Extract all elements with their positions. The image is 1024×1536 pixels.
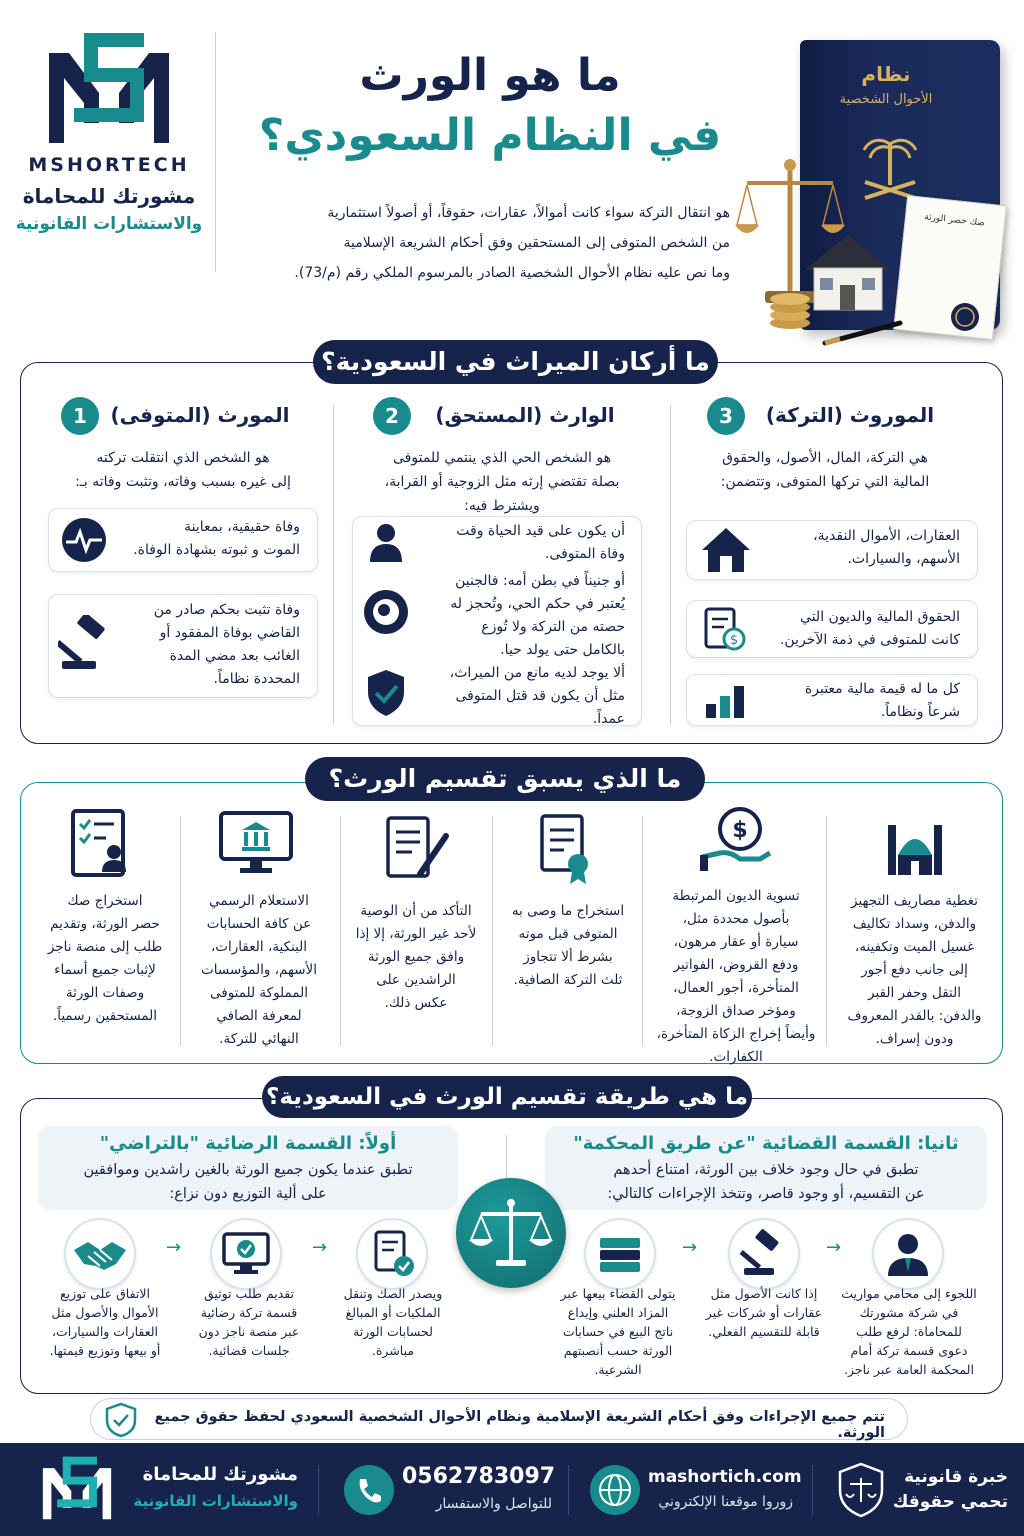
step-line: عبر منصة ناجز دون xyxy=(198,1324,300,1339)
step-line: في شركة مشورتك xyxy=(859,1305,959,1320)
step-line: يتولى القضاء بيعها عبر xyxy=(560,1286,676,1301)
pillar-title: الموروث (التركة) xyxy=(765,403,935,427)
person-icon xyxy=(368,522,404,562)
svg-text:$: $ xyxy=(729,633,739,648)
card-line: وفاة تثبت بحكم صادر من xyxy=(153,602,300,618)
step-text xyxy=(652,885,820,1069)
coins-icon xyxy=(765,285,815,330)
step-line: عقارات أو شركات غير xyxy=(705,1305,823,1320)
phone-number[interactable]: 0562783097 xyxy=(402,1464,556,1489)
arrow-icon: → xyxy=(826,1237,842,1258)
cash-stack-icon xyxy=(584,1218,656,1290)
step-line: طلب إلى منصة ناجز xyxy=(47,939,163,955)
certificate-icon xyxy=(538,812,594,886)
step-separator xyxy=(180,816,181,1046)
card-line: المحددة نظاماً. xyxy=(213,671,300,687)
step-separator xyxy=(642,816,643,1046)
desc-line: على ألية التوزيع دون نزاع: xyxy=(169,1186,327,1202)
desc-line: هو الشخص الذي انتقلت تركته xyxy=(96,450,270,466)
pillar-number: 3 xyxy=(707,397,745,435)
doc-label: صك حصر الورثة xyxy=(923,212,986,229)
step-line: والدفن: بالقدر المعروف xyxy=(847,1008,982,1024)
step-line: بشرط ألا تتجاوز xyxy=(523,949,613,965)
desc-line: إلى غيره بسبب وفاته، وتثبت وفاته بـ: xyxy=(75,474,291,490)
brand-name-en: MSHORTECH xyxy=(28,154,190,176)
footer-tagline: خبرة قانونية xyxy=(904,1467,1008,1487)
shield-scales-icon xyxy=(836,1462,886,1518)
step-line: الملكيات أو المبالغ xyxy=(345,1305,441,1320)
gavel-icon xyxy=(58,615,116,671)
desc-line: المالية التي تركها المتوفى، وتتضمن: xyxy=(720,474,930,490)
step-line: الأسهم، والمؤسسات xyxy=(201,962,317,978)
step-line: دعوى قسمة تركة أمام xyxy=(850,1343,968,1358)
footer-tagline: تحمي حقوقك xyxy=(892,1492,1008,1512)
footer-divider xyxy=(568,1465,569,1515)
document-check-icon xyxy=(356,1218,428,1290)
step-line: ثلث التركة الصافية. xyxy=(513,972,623,988)
step-line: استخراج ما وصى به xyxy=(511,903,625,919)
checklist-person-icon xyxy=(70,808,134,880)
shield-check-icon xyxy=(104,1402,138,1438)
step-line: وصفات الورثة xyxy=(65,985,145,1001)
hero-title-line1: ما هو الورث xyxy=(359,50,621,101)
step-line: والدفن، وسداد تكاليف xyxy=(852,916,977,932)
step-line: تقديم طلب توثيق xyxy=(203,1286,295,1301)
pillar-description xyxy=(352,446,652,518)
step-line: الراشدين على xyxy=(376,972,456,988)
heartbeat-icon xyxy=(60,516,108,564)
card-text xyxy=(410,520,625,566)
step-line: اللجوء إلى محامي مواريث xyxy=(841,1286,977,1301)
card-text xyxy=(760,678,960,724)
card-line: الموت و ثبوته بشهادة الوفاة. xyxy=(133,542,300,558)
step-line: عكس ذلك. xyxy=(384,995,448,1011)
arrow-icon: → xyxy=(312,1237,328,1258)
step-line: الشرعية. xyxy=(594,1362,642,1377)
step-line: مباشرة. xyxy=(371,1343,415,1358)
seal-icon xyxy=(948,300,982,334)
amicable-desc xyxy=(38,1158,458,1206)
step-line: للمحاماة: لرفع طلب xyxy=(856,1324,962,1339)
card-line: العقارات، الأموال النقدية، xyxy=(813,528,960,544)
pillar-number: 1 xyxy=(61,397,99,435)
step-line: لإثبات جميع أسماء xyxy=(54,962,156,978)
book-title-line2: الأحوال الشخصية xyxy=(839,92,933,107)
step-line: العقارات والسيارات، xyxy=(51,1324,159,1339)
step-line: المزاد العلني وإيداع xyxy=(567,1305,669,1320)
step-line: وافق جميع الورثة xyxy=(367,949,465,965)
assets-chart-icon xyxy=(704,680,748,720)
handshake-icon xyxy=(64,1218,136,1290)
step-line: إذا كانت الأصول مثل xyxy=(710,1286,818,1301)
shield-check-icon xyxy=(364,668,408,718)
step-line: لأحد غير الورثة، إلا إذا xyxy=(355,926,477,942)
step-line: النهائي للتركة. xyxy=(219,1031,299,1047)
step-line: الأموال والأصول مثل xyxy=(51,1305,159,1320)
desc-line: عن التقسيم، أو وجود قاصر، وتتخذ الإجراءات كالتالي: xyxy=(607,1186,925,1202)
card-text xyxy=(115,516,300,562)
ms-logo-icon xyxy=(44,28,174,148)
hero-title-line2: في النظام السعودي؟ xyxy=(258,110,722,161)
phone-icon xyxy=(344,1465,394,1515)
card-line: مثل أن يكون قد قتل المتوفى xyxy=(455,688,625,704)
step-line: المتوفى قبل موته xyxy=(518,926,618,942)
step-line: حصر الورثة، وتقديم xyxy=(50,916,160,932)
card-line: بالكامل حتى يولد حيا. xyxy=(500,642,625,658)
footer-divider xyxy=(318,1465,319,1515)
arrow-icon: → xyxy=(166,1237,182,1258)
desc-line: بصلة تقتضي إرثه مثل الزوجية أو القرابة، xyxy=(384,474,620,490)
step-line: أو بيعها وتوزيع قيمتها. xyxy=(49,1343,161,1358)
step-separator xyxy=(492,816,493,1046)
step-text xyxy=(838,1284,980,1379)
judicial-title: ثانيا: القسمة القضائية "عن طريق المحكمة" xyxy=(573,1133,959,1154)
step-line: التأكد من أن الوصية xyxy=(360,903,472,919)
card-line: وفاة حقيقية، بمعاينة xyxy=(184,519,300,535)
step-text xyxy=(832,890,997,1051)
column-separator xyxy=(670,405,671,725)
step-line: قابلة للتقسيم الفعلي. xyxy=(708,1324,820,1339)
gavel-icon xyxy=(728,1218,800,1290)
desc-line: تطبق عندما يكون جميع الورثة بالغين راشدين وموافقين xyxy=(83,1162,413,1178)
card-text xyxy=(115,599,300,691)
step-line: ودون إسراف. xyxy=(875,1031,954,1047)
step-line: المحكمة العامة عبر ناجز. xyxy=(844,1362,974,1377)
step-line: قسمة تركة رضائية xyxy=(200,1305,298,1320)
desc-line: تطبق في حال وجود خلاف بين الورثة، امتناع أحدهم xyxy=(613,1162,919,1178)
footer-divider xyxy=(812,1465,813,1515)
step-line: غسيل الميت وتكفينه، xyxy=(854,939,975,955)
card-line: أو جنيناً في بطن أمه: فالجنين xyxy=(455,573,625,589)
column-separator xyxy=(333,405,334,725)
step-text xyxy=(498,900,638,992)
intro-line: هو انتقال التركة سواء كانت أموالاً، عقارات، حقوقاً، أو أصولاً استثمارية xyxy=(327,205,730,221)
pillar-description xyxy=(48,446,318,494)
intro-line: من الشخص المتوفى إلى المستحقين وفق أحكام الشريعة الإسلامية xyxy=(343,235,730,251)
methods-heading: ما هي طريقة تقسيم الورث في السعودية؟ xyxy=(262,1076,752,1118)
card-line: كل ما له قيمة مالية معتبرة xyxy=(804,681,960,697)
hero-intro xyxy=(225,198,730,288)
card-line: كانت للمتوفى في ذمة الآخرين. xyxy=(779,632,960,648)
step-line: لمعرفة الصافي xyxy=(216,1008,302,1024)
compliance-note: تتم جميع الإجراءات وفق أحكام الشريعة الإسلامية ونظام الأحوال الشخصية السعودي لحفظ حقوق جميع الورثة. xyxy=(154,1409,885,1441)
pen-icon xyxy=(820,318,905,348)
step-text xyxy=(345,900,487,1015)
step-line: المستحقين رسمياً. xyxy=(52,1008,158,1024)
scales-icon xyxy=(456,1178,566,1288)
desc-line: هي التركة، المال، الأصول، والحقوق xyxy=(722,450,928,466)
website-caption: زوروا موقعنا الإلكتروني xyxy=(658,1494,793,1510)
step-text xyxy=(36,890,174,1028)
brand-logo xyxy=(14,28,204,278)
step-line: وأيضاً إخراج الزكاة المتأخرة، xyxy=(656,1026,816,1042)
brand-subtitle-ar: والاستشارات القانونية xyxy=(15,214,203,234)
bank-monitor-icon xyxy=(218,810,294,876)
mosque-icon xyxy=(884,805,946,877)
step-line: بأصول محددة مثل، xyxy=(682,911,790,927)
step-line: المتأخرة، أجور العمال، xyxy=(673,980,799,996)
card-line: الأسهم، والسيارات. xyxy=(847,551,960,567)
footer-brand-subtitle: والاستشارات القانونية xyxy=(133,1492,298,1510)
judicial-desc xyxy=(545,1158,987,1206)
card-text xyxy=(760,525,960,571)
pillar-title: المورث (المتوفى) xyxy=(110,403,290,427)
card-line: الغائب بعد مضي المدة xyxy=(169,648,300,664)
step-line: سيارة أو عقار مرهون، xyxy=(673,934,799,950)
footer-logo-icon xyxy=(40,1452,114,1524)
card-line: القاضي بوفاة المفقود أو xyxy=(159,625,300,641)
step-separator xyxy=(340,816,341,1046)
card-line: الحقوق المالية والديون التي xyxy=(800,609,960,625)
card-text xyxy=(410,570,625,662)
intro-line: وما نص عليه نظام الأحوال الشخصية الصادر بالمرسوم الملكي رقم (م/73). xyxy=(294,265,730,281)
step-line: ناتج البيع في حسابات xyxy=(562,1324,674,1339)
step-line: تغطية مصاريف التجهيز xyxy=(851,893,978,909)
desc-line: ويشترط فيه: xyxy=(464,498,540,514)
card-line: حصته من التركة ولا تُوزع xyxy=(481,619,625,635)
card-line: وفاة المتوفى. xyxy=(544,546,625,562)
arrow-icon: → xyxy=(682,1237,698,1258)
pillars-heading: ما أركان الميراث في السعودية؟ xyxy=(313,340,718,384)
step-text xyxy=(696,1284,832,1341)
card-text xyxy=(410,662,625,731)
pillar-number: 2 xyxy=(373,397,411,435)
step-text xyxy=(36,1284,174,1360)
lawyer-icon xyxy=(872,1218,944,1290)
step-line: ودفع القروض، الفواتير xyxy=(673,957,799,973)
step-line: استخراج صك xyxy=(67,893,143,909)
footer-brand-name: مشورتك للمحاماة xyxy=(142,1464,298,1485)
card-line: عمداً. xyxy=(592,711,625,727)
svg-text:$: $ xyxy=(732,818,748,843)
step-line: ومؤخر صداق الزوجة، xyxy=(676,1003,796,1019)
desc-line: هو الشخص الحي الذي ينتمي للمتوفى xyxy=(393,450,611,466)
step-line: البنكية، العقارات، xyxy=(210,939,308,955)
step-line: الاستعلام الرسمي xyxy=(209,893,309,909)
amicable-title: أولاً: القسمة الرضائية "بالتراضي" xyxy=(99,1133,397,1154)
step-line: عن كافة الحسابات xyxy=(206,916,312,932)
house-icon xyxy=(700,526,752,574)
invoice-icon xyxy=(702,605,748,653)
step-line: تسوية الديون المرتبطة xyxy=(672,888,800,904)
step-line: الكفارات. xyxy=(709,1049,763,1065)
step-text xyxy=(182,1284,316,1360)
pillar-description xyxy=(690,446,960,494)
money-hand-icon xyxy=(700,805,772,875)
phone-caption: للتواصل والاستفسار xyxy=(435,1496,552,1512)
card-line: أن يكون على قيد الحياة وقت xyxy=(456,523,625,539)
card-line: يُعتبر في حكم الحي، وتُحجز له xyxy=(450,596,625,612)
card-line: ألا يوجد لديه مانع من الميراث، xyxy=(449,665,625,681)
step-line: الورثة حسب أنصبتهم xyxy=(563,1343,673,1358)
step-line: المملوكة للمتوفى xyxy=(209,985,308,1001)
website-link[interactable]: mashortich.com xyxy=(648,1467,802,1487)
globe-icon xyxy=(590,1465,640,1515)
step-line: إلى جانب دفع أجور xyxy=(861,962,968,978)
card-line: شرعاً ونظاماً. xyxy=(880,704,960,720)
before-heading: ما الذي يسبق تقسيم الورث؟ xyxy=(305,757,705,801)
step-line: الاتفاق على توزيع xyxy=(60,1286,150,1301)
document-pen-icon xyxy=(384,814,452,884)
step-line: ويصدر الصك وتنقل xyxy=(343,1286,443,1301)
brand-name-ar: مشورتك للمحاماة xyxy=(22,184,196,208)
step-text xyxy=(185,890,333,1051)
step-line: التقل وحفر القبر xyxy=(868,985,961,1001)
pillar-title: الوارث (المستحق) xyxy=(435,403,615,427)
card-text xyxy=(750,606,960,652)
step-separator xyxy=(826,816,827,1046)
step-line: جلسات قضائية. xyxy=(208,1343,290,1358)
header-divider xyxy=(215,32,216,272)
step-line: لحسابات الورثة xyxy=(353,1324,433,1339)
book-title-line1: نظام xyxy=(861,62,911,86)
baby-icon xyxy=(362,588,410,636)
monitor-check-icon xyxy=(210,1218,282,1290)
step-text xyxy=(328,1284,458,1360)
step-text xyxy=(548,1284,688,1379)
